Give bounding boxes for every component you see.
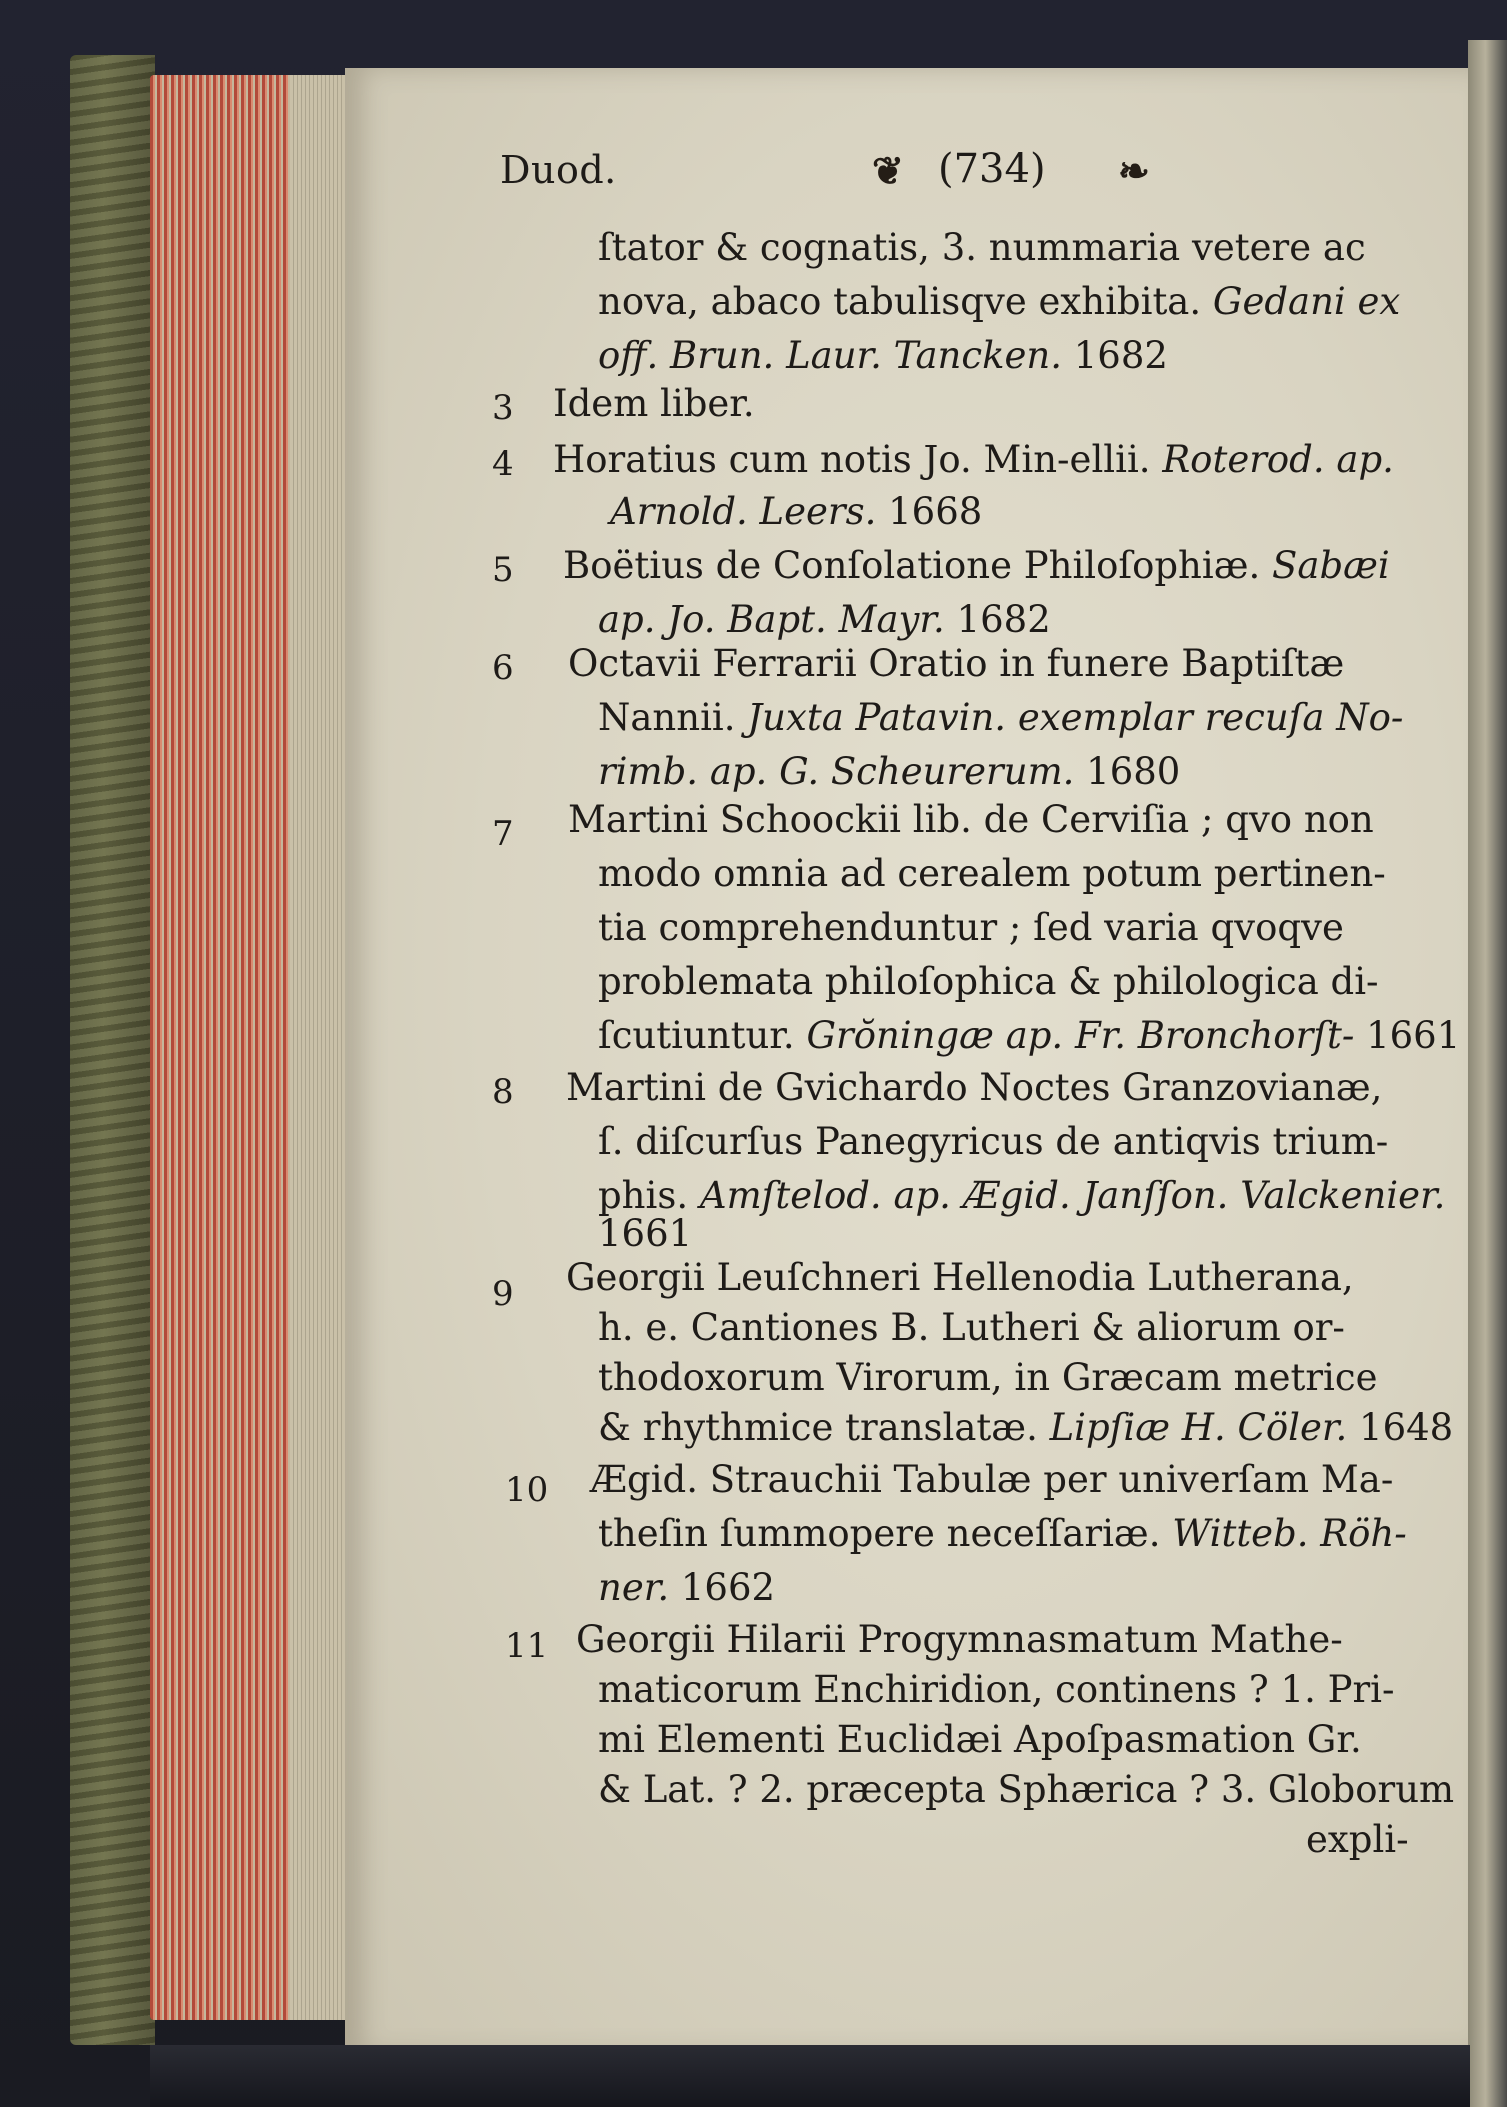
entry-line: problemata philoſophica & philologica di-	[598, 960, 1379, 1003]
entry-line: Georgii Hilarii Progymnasmatum Mathe-	[576, 1618, 1343, 1661]
entry-line: maticorum Enchiridion, continens ? 1. Pri-	[598, 1668, 1395, 1711]
entry-line: h. e. Cantiones B. Lutheri & aliorum or-	[598, 1306, 1345, 1349]
entry-line: Octavii Ferrarii Oratio in funere Baptiſtæ	[568, 642, 1345, 685]
entry-line: ap. Jo. Bapt. Mayr. 1682	[598, 598, 1051, 641]
entry-number: 11	[505, 1626, 549, 1666]
entry-line: rimb. ap. G. Scheurerum. 1680	[598, 750, 1181, 793]
entry-line: off. Brun. Laur. Tancken. 1682	[598, 334, 1168, 377]
entry-line: Nannii. Juxta Patavin. exemplar recuſa No-	[598, 696, 1404, 739]
entry-number: 7	[492, 814, 514, 854]
catchword: expli-	[1306, 1818, 1409, 1861]
ornament-left-icon: ❦	[872, 148, 904, 193]
entry-number: 3	[492, 388, 514, 428]
entry-line: ſcutiuntur. Grŏningæ ap. Fr. Bronchorſt- 1661	[598, 1014, 1461, 1057]
ornament-right-icon: ❧	[1118, 148, 1150, 193]
entry-line: thodoxorum Virorum, in Græcam metrice	[598, 1356, 1378, 1399]
entry-line: Ægid. Strauchii Tabulæ per univerſam Ma-	[590, 1458, 1394, 1501]
entry-number: 10	[505, 1470, 549, 1510]
entry-number: 8	[492, 1072, 514, 1112]
entry-line: Georgii Leuſchneri Hellenodia Lutherana,	[566, 1256, 1354, 1299]
entry-line: mi Elementi Euclidæi Apoſpasmation Gr.	[598, 1718, 1362, 1761]
entry-line: 1661	[598, 1212, 693, 1255]
entry-line: & rhythmice translatæ. Lipſiæ H. Cöler. 1648	[598, 1406, 1454, 1449]
entry-number: 4	[492, 444, 514, 484]
entry-number: 6	[492, 648, 514, 688]
entry-line: modo omnia ad cerealem potum pertinen-	[598, 852, 1386, 895]
entry-line: phis. Amſtelod. ap. Ægid. Janſſon. Valckenier.	[598, 1174, 1446, 1217]
running-head-section: Duod.	[500, 148, 617, 192]
entry-number: 9	[492, 1274, 514, 1314]
entry-line: Boëtius de Conſolatione Philoſophiæ. Sabæi	[563, 544, 1390, 587]
entry-line: ner. 1662	[598, 1566, 776, 1609]
entry-line: ſtator & cognatis, 3. nummaria vetere ac	[598, 226, 1366, 269]
entry-line: Horatius cum notis Jo. Min-ellii. Roterod. ap.	[553, 438, 1394, 481]
entry-line: theſin ſummopere neceſſariæ. Witteb. Röh-	[598, 1512, 1407, 1555]
entry-line: ſ. diſcurſus Panegyricus de antiqvis trium-	[598, 1120, 1389, 1163]
entry-line: Martini Schoockii lib. de Cerviſia ; qvo non	[568, 798, 1374, 841]
entry-line: Martini de Gvichardo Noctes Granzovianæ,	[566, 1066, 1383, 1109]
page-number: (734)	[938, 146, 1046, 192]
entry-number: 5	[492, 550, 514, 590]
entry-line: nova, abaco tabulisqve exhibita. Gedani ex	[598, 280, 1401, 323]
entry-line: Idem liber.	[553, 382, 755, 425]
entry-line: Arnold. Leers. 1668	[610, 490, 983, 533]
entry-line: tia comprehenduntur ; ſed varia qvoqve	[598, 906, 1344, 949]
entry-line: & Lat. ? 2. præcepta Sphærica ? 3. Globorum	[598, 1768, 1455, 1811]
